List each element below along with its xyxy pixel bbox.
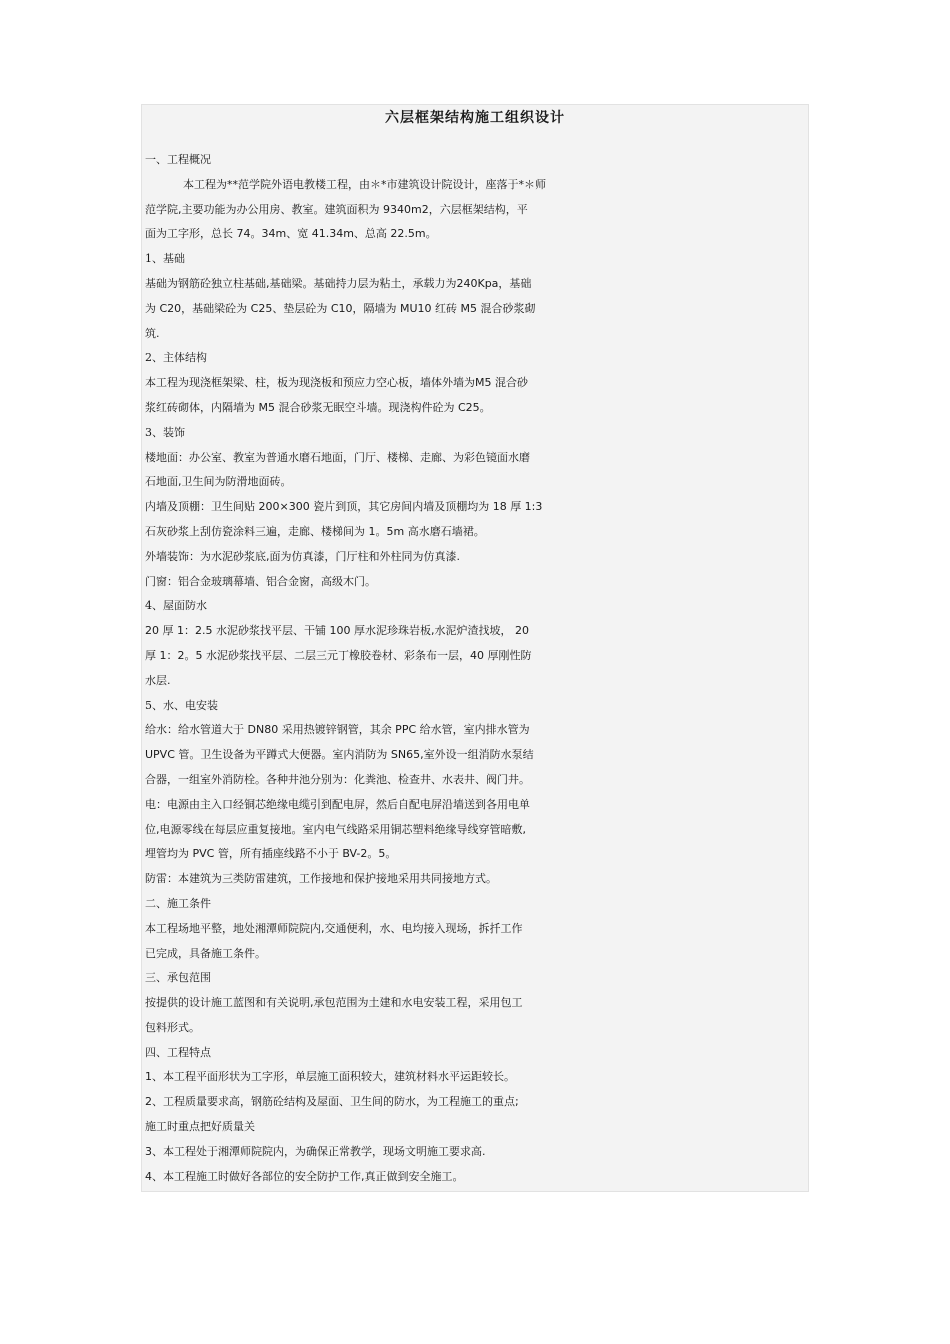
line-35: 按提供的设计施工蓝图和有关说明,承包范围为土建和水电安装工程，采用包工 [145, 996, 523, 1010]
line-25: UPVC 管。卫生设备为平蹲式大便器。室内消防为 SN65,室外设一组消防水泵结 [145, 748, 534, 762]
line-26: 合器，一组室外消防栓。各种井池分别为：化粪池、检查井、水表井、阀门井。 [145, 772, 530, 786]
line-27: 电：电源由主入口经铜芯绝缘电缆引到配电屏，然后自配电屏沿墙送到各用电单 [145, 797, 530, 811]
line-34: 三、承包范围 [145, 971, 211, 985]
line-33: 已完成，具备施工条件。 [145, 946, 266, 960]
line-17: 外墙装饰：为水泥砂浆底,面为仿真漆，门厅柱和外柱同为仿真漆. [145, 549, 460, 563]
line-28: 位,电源零线在每层应重复接地。室内电气线路采用铜芯塑料绝缘导线穿管暗敷, [145, 822, 526, 836]
line-20: 20 厚 1：2.5 水泥砂浆找平层、干铺 100 厚水泥珍珠岩板,水泥炉渣找坡， 20 [145, 624, 529, 638]
line-13: 楼地面：办公室、教室为普通水磨石地面，门厅、楼梯、走廊、为彩色镜面水磨 [145, 450, 530, 464]
line-14: 石地面,卫生间为防滑地面砖。 [145, 475, 292, 489]
line-31: 二、施工条件 [145, 896, 211, 910]
line-41: 3、本工程处于湘潭师院院内，为确保正常教学，现场文明施工要求高. [145, 1144, 486, 1158]
line-40: 施工时重点把好质量关 [145, 1120, 255, 1134]
line-30: 防雷：本建筑为三类防雷建筑，工作接地和保护接地采用共同接地方式。 [145, 872, 497, 886]
line-2: 本工程为**范学院外语电教楼工程，由＊*市建筑设计院设计，座落于*＊师 [183, 177, 546, 191]
line-21: 厚 1：2。5 水泥砂浆找平层、二层三元丁橡胶卷材、彩条布一层，40 厚刚性防 [145, 648, 532, 662]
line-38: 1、本工程平面形状为工字形，单层施工面积较大，建筑材料水平运距较长。 [145, 1070, 515, 1084]
line-10: 本工程为现浇框架梁、柱，板为现浇板和预应力空心板，墙体外墙为M5 混合砂 [145, 376, 528, 390]
line-12: 3、装饰 [145, 425, 185, 439]
line-16: 石灰砂浆上刮仿瓷涂料三遍，走廊、楼梯间为 1。5m 高水磨石墙裙。 [145, 524, 485, 538]
document-title: 六层框架结构施工组织设计 [385, 110, 565, 126]
line-3: 范学院,主要功能为办公用房、教室。建筑面积为 9340m2，六层框架结构，平 [145, 202, 528, 216]
line-15: 内墙及顶棚：卫生间贴 200×300 瓷片到顶，其它房间内墙及顶棚均为 18 厚 1:3 [145, 500, 543, 514]
line-32: 本工程场地平整，地处湘潭师院院内,交通便利，水、电均接入现场，拆扦工作 [145, 921, 523, 935]
line-19: 4、屋面防水 [145, 599, 207, 613]
line-6: 基础为钢筋砼独立柱基础,基础梁。基础持力层为粘土，承载力为240Kpa，基础 [145, 276, 532, 290]
line-9: 2、主体结构 [145, 351, 207, 365]
line-39: 2、工程质量要求高，钢筋砼结构及屋面、卫生间的防水，为工程施工的重点; [145, 1095, 519, 1109]
line-22: 水层. [145, 673, 171, 687]
line-18: 门窗：铝合金玻璃幕墙、铝合金窗，高级木门。 [145, 574, 376, 588]
line-37: 四、工程特点 [145, 1045, 211, 1059]
line-7: 为 C20，基础梁砼为 C25、垫层砼为 C10，隔墙为 MU10 红砖 M5 混合砂浆砌 [145, 301, 536, 315]
line-5: 1、基础 [145, 252, 185, 266]
line-23: 5、水、电安装 [145, 698, 218, 712]
line-4: 面为工字形，总长 74。34m、宽 41.34m、总高 22.5m。 [145, 227, 437, 241]
line-8: 筑. [145, 326, 160, 340]
line-11: 浆红砖砌体，内隔墙为 M5 混合砂浆无眠空斗墙。现浇构件砼为 C25。 [145, 400, 491, 414]
line-1: 一、工程概况 [145, 153, 211, 166]
line-36: 包料形式。 [145, 1020, 200, 1034]
document-body [145, 148, 815, 1189]
line-42: 4、本工程施工时做好各部位的安全防护工作,真正做到安全施工。 [145, 1169, 464, 1183]
line-24: 给水：给水管道大于 DN80 采用热镀锌钢管，其余 PPC 给水管，室内排水管为 [145, 723, 530, 737]
line-29: 埋管均为 PVC 管，所有插座线路不小于 BV-2。5。 [145, 847, 397, 861]
